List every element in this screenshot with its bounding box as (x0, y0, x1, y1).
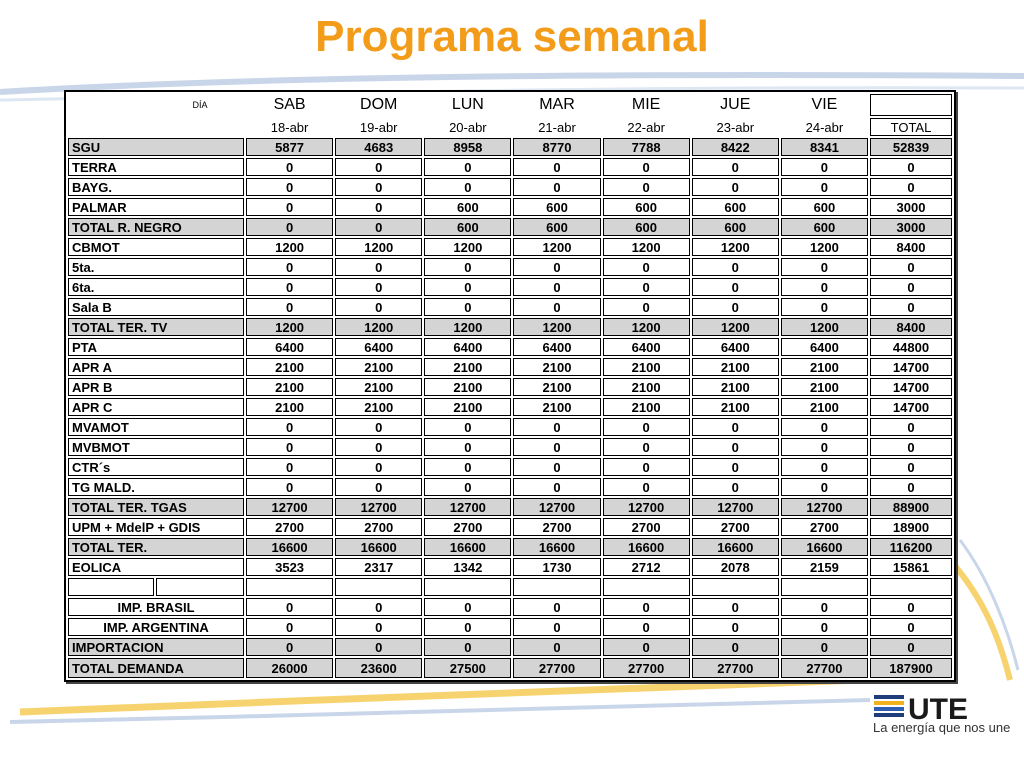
spacer-cell (781, 578, 868, 596)
day-label: MIE (603, 94, 690, 116)
value-cell: 0 (424, 598, 511, 616)
value-cell: 0 (246, 438, 333, 456)
spacer-cell (156, 578, 244, 596)
logo-slogan: La energía que nos une (873, 720, 1011, 735)
row-total-cell: 15861 (870, 558, 952, 576)
value-cell: 16600 (335, 538, 422, 556)
value-cell: 600 (603, 198, 690, 216)
value-cell: 0 (246, 178, 333, 196)
value-cell: 2100 (513, 358, 600, 376)
value-cell: 0 (335, 638, 422, 656)
value-cell: 0 (603, 438, 690, 456)
row-label: TG MALD. (68, 478, 244, 496)
table-row (68, 338, 952, 356)
value-cell: 0 (513, 478, 600, 496)
value-cell: 2700 (603, 518, 690, 536)
value-cell: 2100 (513, 378, 600, 396)
value-cell: 12700 (246, 498, 333, 516)
value-cell: 16600 (781, 538, 868, 556)
value-cell: 2100 (603, 358, 690, 376)
table-row (68, 438, 952, 456)
value-cell: 0 (692, 598, 779, 616)
table-row (68, 298, 952, 316)
value-cell: 0 (781, 458, 868, 476)
value-cell: 2700 (335, 518, 422, 536)
value-cell: 2100 (246, 358, 333, 376)
row-label: 5ta. (68, 258, 244, 276)
value-cell: 0 (603, 638, 690, 656)
value-cell: 1200 (335, 238, 422, 256)
row-total-cell: 0 (870, 598, 952, 616)
value-cell: 6400 (603, 338, 690, 356)
table-row (68, 498, 952, 516)
value-cell: 0 (603, 598, 690, 616)
row-label: CBMOT (68, 238, 244, 256)
page-title: Programa semanal (315, 12, 709, 61)
value-cell: 0 (692, 478, 779, 496)
value-cell: 0 (424, 258, 511, 276)
spacer-cell (692, 578, 779, 596)
row-label: IMP. ARGENTINA (68, 618, 244, 636)
value-cell: 0 (603, 178, 690, 196)
value-cell: 0 (513, 438, 600, 456)
table-row (68, 418, 952, 436)
table-row (68, 398, 952, 416)
date-corner (68, 118, 154, 136)
value-cell: 0 (335, 158, 422, 176)
row-total-cell: 14700 (870, 398, 952, 416)
value-cell: 0 (692, 458, 779, 476)
row-total-cell: 116200 (870, 538, 952, 556)
row-label: TOTAL TER. (68, 538, 244, 556)
value-cell: 0 (335, 478, 422, 496)
value-cell: 1200 (781, 318, 868, 336)
spacer-cell (513, 578, 600, 596)
date-label: 21-abr (513, 118, 600, 136)
date-label: 23-abr (692, 118, 779, 136)
dia-label: DÍA (156, 94, 244, 116)
value-cell: 600 (781, 218, 868, 236)
header-days-row (68, 94, 952, 116)
row-label: PALMAR (68, 198, 244, 216)
value-cell: 0 (424, 618, 511, 636)
value-cell: 0 (246, 478, 333, 496)
value-cell: 12700 (335, 498, 422, 516)
row-label: TOTAL R. NEGRO (68, 218, 244, 236)
value-cell: 0 (692, 298, 779, 316)
value-cell: 0 (692, 158, 779, 176)
value-cell: 0 (692, 438, 779, 456)
row-total-cell: 18900 (870, 518, 952, 536)
value-cell: 27700 (692, 658, 779, 678)
value-cell: 2100 (692, 378, 779, 396)
value-cell: 16600 (603, 538, 690, 556)
value-cell: 6400 (246, 338, 333, 356)
row-total-cell: 3000 (870, 218, 952, 236)
spacer-cell (424, 578, 511, 596)
row-label: APR B (68, 378, 244, 396)
row-total-cell: 0 (870, 638, 952, 656)
table-row (68, 178, 952, 196)
value-cell: 1730 (513, 558, 600, 576)
value-cell: 0 (335, 298, 422, 316)
value-cell: 0 (246, 458, 333, 476)
value-cell: 0 (246, 618, 333, 636)
value-cell: 600 (424, 198, 511, 216)
value-cell: 2700 (781, 518, 868, 536)
value-cell: 0 (513, 598, 600, 616)
row-label: IMPORTACION (68, 638, 244, 656)
value-cell: 0 (781, 438, 868, 456)
value-cell: 0 (424, 298, 511, 316)
value-cell: 2100 (335, 358, 422, 376)
value-cell: 0 (246, 278, 333, 296)
table-row (68, 538, 952, 556)
spacer-cell (870, 578, 952, 596)
table-row (68, 658, 952, 678)
total-label: TOTAL (870, 118, 952, 136)
row-label: APR A (68, 358, 244, 376)
value-cell: 0 (424, 458, 511, 476)
row-label: MVBMOT (68, 438, 244, 456)
value-cell: 2100 (603, 378, 690, 396)
row-total-cell: 8400 (870, 318, 952, 336)
row-total-cell: 14700 (870, 378, 952, 396)
row-label: TERRA (68, 158, 244, 176)
row-total-cell: 52839 (870, 138, 952, 156)
value-cell: 2100 (424, 358, 511, 376)
row-total-cell: 8400 (870, 238, 952, 256)
value-cell: 0 (603, 458, 690, 476)
row-label: IMP. BRASIL (68, 598, 244, 616)
value-cell: 2100 (692, 398, 779, 416)
value-cell: 0 (781, 158, 868, 176)
value-cell: 0 (513, 638, 600, 656)
value-cell: 0 (603, 298, 690, 316)
value-cell: 2317 (335, 558, 422, 576)
value-cell: 2100 (692, 358, 779, 376)
value-cell: 0 (424, 438, 511, 456)
row-total-cell: 0 (870, 478, 952, 496)
header-dates-row (68, 118, 952, 136)
value-cell: 2100 (335, 398, 422, 416)
value-cell: 5877 (246, 138, 333, 156)
value-cell: 0 (335, 218, 422, 236)
table-row (68, 138, 952, 156)
value-cell: 0 (513, 298, 600, 316)
total-header-blank (870, 94, 952, 116)
value-cell: 600 (513, 198, 600, 216)
schedule-grid (66, 92, 954, 680)
table-row (68, 358, 952, 376)
table-row (68, 278, 952, 296)
value-cell: 1200 (246, 318, 333, 336)
value-cell: 600 (424, 218, 511, 236)
value-cell: 1200 (424, 318, 511, 336)
value-cell: 0 (246, 598, 333, 616)
spacer-cell (246, 578, 333, 596)
table-row (68, 218, 952, 236)
table-row (68, 158, 952, 176)
value-cell: 0 (246, 158, 333, 176)
table-row (68, 258, 952, 276)
table-row (68, 598, 952, 616)
value-cell: 2100 (335, 378, 422, 396)
value-cell: 0 (692, 278, 779, 296)
value-cell: 600 (603, 218, 690, 236)
day-label: LUN (424, 94, 511, 116)
value-cell: 1200 (246, 238, 333, 256)
value-cell: 0 (335, 198, 422, 216)
value-cell: 2100 (781, 378, 868, 396)
value-cell: 0 (246, 258, 333, 276)
row-total-cell: 0 (870, 298, 952, 316)
row-label: UPM + MdelP + GDIS (68, 518, 244, 536)
value-cell: 12700 (603, 498, 690, 516)
date-label: 22-abr (603, 118, 690, 136)
value-cell: 8341 (781, 138, 868, 156)
value-cell: 8958 (424, 138, 511, 156)
value-cell: 6400 (513, 338, 600, 356)
row-label: SGU (68, 138, 244, 156)
row-total-cell: 88900 (870, 498, 952, 516)
value-cell: 2700 (246, 518, 333, 536)
value-cell: 0 (335, 458, 422, 476)
value-cell: 26000 (246, 658, 333, 678)
row-label: MVAMOT (68, 418, 244, 436)
table-row (68, 458, 952, 476)
value-cell: 0 (335, 598, 422, 616)
value-cell: 0 (335, 178, 422, 196)
value-cell: 0 (513, 158, 600, 176)
value-cell: 0 (692, 178, 779, 196)
value-cell: 0 (335, 418, 422, 436)
row-label: Sala B (68, 298, 244, 316)
value-cell: 7788 (603, 138, 690, 156)
spacer-cell (603, 578, 690, 596)
row-total-cell: 0 (870, 258, 952, 276)
date-label: 24-abr (781, 118, 868, 136)
value-cell: 0 (335, 618, 422, 636)
row-label: TOTAL TER. TV (68, 318, 244, 336)
value-cell: 0 (781, 258, 868, 276)
value-cell: 0 (246, 638, 333, 656)
value-cell: 0 (781, 298, 868, 316)
value-cell: 16600 (513, 538, 600, 556)
value-cell: 0 (246, 418, 333, 436)
value-cell: 0 (246, 198, 333, 216)
value-cell: 8422 (692, 138, 779, 156)
row-total-cell: 0 (870, 418, 952, 436)
row-total-cell: 0 (870, 278, 952, 296)
value-cell: 0 (513, 458, 600, 476)
value-cell: 0 (692, 618, 779, 636)
value-cell: 2712 (603, 558, 690, 576)
value-cell: 0 (513, 418, 600, 436)
value-cell: 0 (692, 258, 779, 276)
value-cell: 0 (603, 618, 690, 636)
day-label: SAB (246, 94, 333, 116)
value-cell: 0 (513, 278, 600, 296)
row-label: EOLICA (68, 558, 244, 576)
value-cell: 0 (781, 638, 868, 656)
row-label: TOTAL DEMANDA (68, 658, 244, 678)
value-cell: 0 (246, 298, 333, 316)
value-cell: 0 (781, 478, 868, 496)
row-total-cell: 0 (870, 458, 952, 476)
row-label: TOTAL TER. TGAS (68, 498, 244, 516)
table-row (68, 378, 952, 396)
value-cell: 12700 (781, 498, 868, 516)
value-cell: 1200 (603, 318, 690, 336)
value-cell: 2100 (781, 358, 868, 376)
value-cell: 1342 (424, 558, 511, 576)
weekly-schedule-table (64, 90, 956, 682)
row-label: CTR´s (68, 458, 244, 476)
value-cell: 12700 (513, 498, 600, 516)
value-cell: 23600 (335, 658, 422, 678)
value-cell: 2100 (513, 398, 600, 416)
value-cell: 12700 (692, 498, 779, 516)
value-cell: 4683 (335, 138, 422, 156)
row-label: APR C (68, 398, 244, 416)
value-cell: 0 (424, 158, 511, 176)
value-cell: 600 (513, 218, 600, 236)
date-corner (156, 118, 244, 136)
date-label: 18-abr (246, 118, 333, 136)
value-cell: 2100 (246, 378, 333, 396)
value-cell: 27700 (513, 658, 600, 678)
value-cell: 1200 (692, 238, 779, 256)
value-cell: 600 (692, 198, 779, 216)
table-row (68, 198, 952, 216)
value-cell: 600 (781, 198, 868, 216)
value-cell: 0 (424, 178, 511, 196)
day-label: JUE (692, 94, 779, 116)
value-cell: 6400 (424, 338, 511, 356)
value-cell: 1200 (335, 318, 422, 336)
row-total-cell: 3000 (870, 198, 952, 216)
date-label: 19-abr (335, 118, 422, 136)
value-cell: 2700 (692, 518, 779, 536)
value-cell: 0 (781, 178, 868, 196)
value-cell: 1200 (692, 318, 779, 336)
value-cell: 0 (603, 278, 690, 296)
value-cell: 2100 (424, 378, 511, 396)
value-cell: 0 (513, 618, 600, 636)
value-cell: 0 (424, 278, 511, 296)
value-cell: 0 (781, 418, 868, 436)
value-cell: 0 (781, 598, 868, 616)
table-row (68, 558, 952, 576)
row-label: PTA (68, 338, 244, 356)
value-cell: 600 (692, 218, 779, 236)
table-row (68, 518, 952, 536)
value-cell: 2700 (424, 518, 511, 536)
value-cell: 8770 (513, 138, 600, 156)
value-cell: 0 (603, 258, 690, 276)
value-cell: 3523 (246, 558, 333, 576)
value-cell: 6400 (692, 338, 779, 356)
value-cell: 2100 (246, 398, 333, 416)
day-label: DOM (335, 94, 422, 116)
row-label: BAYG. (68, 178, 244, 196)
value-cell: 0 (692, 638, 779, 656)
value-cell: 27700 (781, 658, 868, 678)
row-total-cell: 0 (870, 618, 952, 636)
value-cell: 0 (513, 178, 600, 196)
header-corner (68, 94, 154, 116)
row-total-cell: 0 (870, 158, 952, 176)
value-cell: 6400 (335, 338, 422, 356)
value-cell: 2100 (424, 398, 511, 416)
value-cell: 6400 (781, 338, 868, 356)
row-total-cell: 0 (870, 178, 952, 196)
row-total-cell: 14700 (870, 358, 952, 376)
row-total-cell: 0 (870, 438, 952, 456)
value-cell: 0 (603, 158, 690, 176)
logo-stripes-icon (874, 695, 904, 717)
value-cell: 2100 (603, 398, 690, 416)
spacer-row (68, 578, 952, 596)
date-label: 20-abr (424, 118, 511, 136)
day-label: VIE (781, 94, 868, 116)
value-cell: 0 (335, 278, 422, 296)
value-cell: 0 (424, 638, 511, 656)
table-row (68, 638, 952, 656)
value-cell: 0 (781, 278, 868, 296)
row-label: 6ta. (68, 278, 244, 296)
row-total-cell: 187900 (870, 658, 952, 678)
value-cell: 1200 (424, 238, 511, 256)
value-cell: 1200 (513, 238, 600, 256)
value-cell: 0 (424, 478, 511, 496)
value-cell: 0 (246, 218, 333, 236)
value-cell: 2078 (692, 558, 779, 576)
value-cell: 1200 (513, 318, 600, 336)
day-label: MAR (513, 94, 600, 116)
value-cell: 0 (335, 438, 422, 456)
logo-text: UTE (908, 693, 968, 726)
value-cell: 16600 (424, 538, 511, 556)
value-cell: 1200 (781, 238, 868, 256)
value-cell: 0 (692, 418, 779, 436)
value-cell: 12700 (424, 498, 511, 516)
table-row (68, 618, 952, 636)
value-cell: 0 (513, 258, 600, 276)
value-cell: 16600 (246, 538, 333, 556)
table-row (68, 238, 952, 256)
spacer-cell (335, 578, 422, 596)
value-cell: 2100 (781, 398, 868, 416)
value-cell: 0 (335, 258, 422, 276)
value-cell: 0 (603, 478, 690, 496)
value-cell: 2700 (513, 518, 600, 536)
table-row (68, 478, 952, 496)
value-cell: 0 (424, 418, 511, 436)
spacer-cell (68, 578, 154, 596)
value-cell: 0 (603, 418, 690, 436)
value-cell: 27700 (603, 658, 690, 678)
value-cell: 0 (781, 618, 868, 636)
value-cell: 2159 (781, 558, 868, 576)
value-cell: 27500 (424, 658, 511, 678)
value-cell: 1200 (603, 238, 690, 256)
row-total-cell: 44800 (870, 338, 952, 356)
value-cell: 16600 (692, 538, 779, 556)
table-row (68, 318, 952, 336)
